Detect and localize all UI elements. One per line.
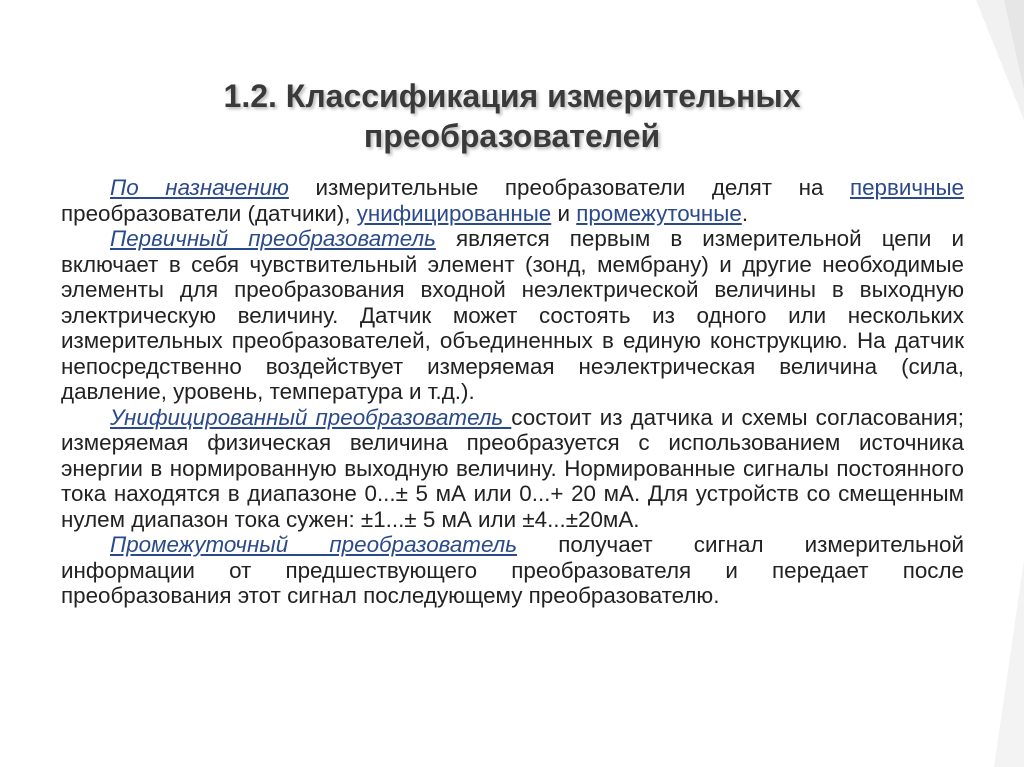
slide-title-line-1: 1.2. Классификация измерительных <box>223 78 801 114</box>
paragraph-text: преобразователи (датчики), <box>61 200 357 226</box>
link-intermediate[interactable]: промежуточные <box>576 200 742 226</box>
paragraph-text: измерительные преобразователи делят на <box>288 175 850 200</box>
slide-body <box>61 175 964 609</box>
term-unified-converter[interactable]: Унифицированный преобразователь <box>110 404 512 430</box>
slide-title <box>60 76 964 156</box>
term-intermediate-converter[interactable]: Промежуточный преобразователь <box>110 532 518 557</box>
paragraph-unified-converter <box>61 405 964 533</box>
paragraph-intermediate-converter <box>61 532 964 609</box>
term-by-purpose[interactable]: По назначению <box>110 175 289 200</box>
paragraph-primary-converter <box>61 226 964 405</box>
slide-title-line-2: преобразователей <box>363 118 661 154</box>
paragraph-purpose <box>61 175 964 226</box>
paragraph-text: и <box>551 200 577 226</box>
paragraph-text: является первым в измерительной цепи и включает в себя чувствительный элемент (зонд, мембрану) и другие необходимые элементы для преобразования входной неэлектрической величины в выходную электрическую величину. Датчик может состоять из одного или нескольких измерительных преобразователей, объединенных в единую конструкцию. На датчик непосредственно воздействует измеряемая неэлектрическая величина (сила, давление, уровень, температура и т.д.). <box>61 226 964 404</box>
paragraph-text: получает сигнал измерительной информации от предшествующего преобразователя и передает после преобразования этот сигнал последующему преобразователю. <box>61 532 964 608</box>
link-unified[interactable]: унифицированные <box>356 200 552 226</box>
paragraph-text: состоит из датчика и схемы согласования; измеряемая физическая величина преобразуется с использованием источника энергии в нормированную выходную величину. Нормированные сигналы постоянного тока находятся в диапазоне 0...± 5 мА или 0...+ 20 мА. Для устройств со смещенным нулем диапазон тока сужен: ±1...± 5 мА или ±4...±20мА. <box>61 404 964 532</box>
term-primary-converter[interactable]: Первичный преобразователь <box>110 226 436 251</box>
link-primary[interactable]: первичные <box>849 175 964 200</box>
paragraph-text: . <box>741 200 749 226</box>
page-corner-decoration <box>954 0 1024 767</box>
